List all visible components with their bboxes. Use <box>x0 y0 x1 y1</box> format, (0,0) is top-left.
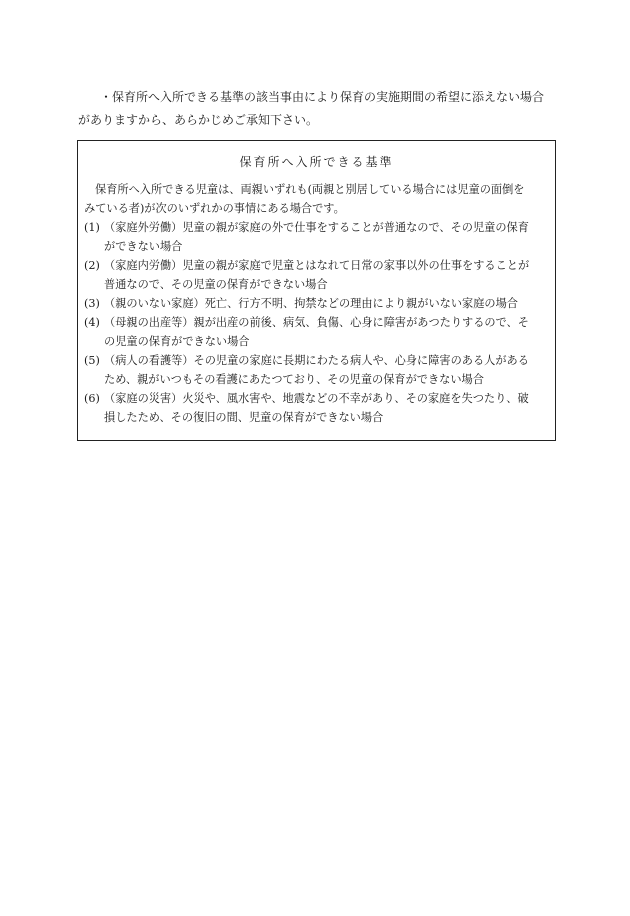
criteria-item-1 <box>84 218 549 256</box>
criteria-box-intro <box>84 180 549 218</box>
criteria-item-line-2: の児童の保育ができない場合 <box>104 335 250 348</box>
criteria-item-line-1: （家庭外労働）児童の親が家庭の外で仕事をすることが普通なので、その児童の保育 <box>104 221 529 234</box>
criteria-item-text <box>104 313 549 351</box>
criteria-item-text <box>104 351 549 389</box>
criteria-box <box>77 140 556 441</box>
criteria-item-number: (6) <box>84 392 100 405</box>
criteria-item-line-1: （病人の看護等）その児童の家庭に長期にわたる病人や、心身に障害のある人がある <box>104 354 529 367</box>
criteria-item-line-1: （母親の出産等）親が出産の前後、病気、負傷、心身に障害があつたりするので、そ <box>104 316 529 329</box>
criteria-box-intro-line-1: 保育所へ入所できる児童は、両親いずれも(両親と別居している場合には児童の面倒を <box>95 183 525 196</box>
criteria-item-line-2: ため、親がいつもその看護にあたつており、その児童の保育ができない場合 <box>104 373 484 386</box>
intro-notice-line-2: がありますから、あらかじめご承知下さい。 <box>78 113 319 127</box>
criteria-item-2 <box>84 256 549 294</box>
criteria-item-line-2: ができない場合 <box>104 240 183 253</box>
criteria-item-number: (3) <box>84 297 100 310</box>
intro-notice-line-1: ・保育所へ入所できる基準の該当事由により保育の実施期間の希望に添えない場合 <box>100 90 545 104</box>
criteria-item-number: (5) <box>84 354 100 367</box>
criteria-item-text <box>104 256 549 294</box>
criteria-box-title: 保育所へ入所できる基準 <box>239 155 394 169</box>
criteria-item-number: (2) <box>84 259 100 272</box>
criteria-item-text <box>104 389 549 427</box>
criteria-item-line-1: （家庭の災害）火災や、風水害や、地震などの不幸があり、その家庭を失つたり、破 <box>104 392 529 405</box>
criteria-item-number: (1) <box>84 221 100 234</box>
criteria-item-line-2: 損したため、その復旧の間、児童の保育ができない場合 <box>104 411 384 424</box>
criteria-item-number: (4) <box>84 316 100 329</box>
criteria-item-6 <box>84 389 549 427</box>
criteria-item-5 <box>84 351 549 389</box>
criteria-item-line-2: 普通なので、その児童の保育ができない場合 <box>104 278 328 291</box>
criteria-item-4 <box>84 313 549 351</box>
criteria-item-text <box>104 294 549 313</box>
criteria-item-line-1: （家庭内労働）児童の親が家庭で児童とはなれて日常の家事以外の仕事をすることが <box>104 259 530 272</box>
criteria-item-text <box>104 218 549 256</box>
criteria-item-3 <box>84 294 549 313</box>
criteria-list <box>84 218 549 427</box>
criteria-box-intro-line-2: みている者)が次のいずれかの事情にある場合です。 <box>84 202 345 215</box>
criteria-item-line-1: （親のいない家庭）死亡、行方不明、拘禁などの理由により親がいない家庭の場合 <box>104 297 518 310</box>
intro-notice <box>78 86 558 132</box>
